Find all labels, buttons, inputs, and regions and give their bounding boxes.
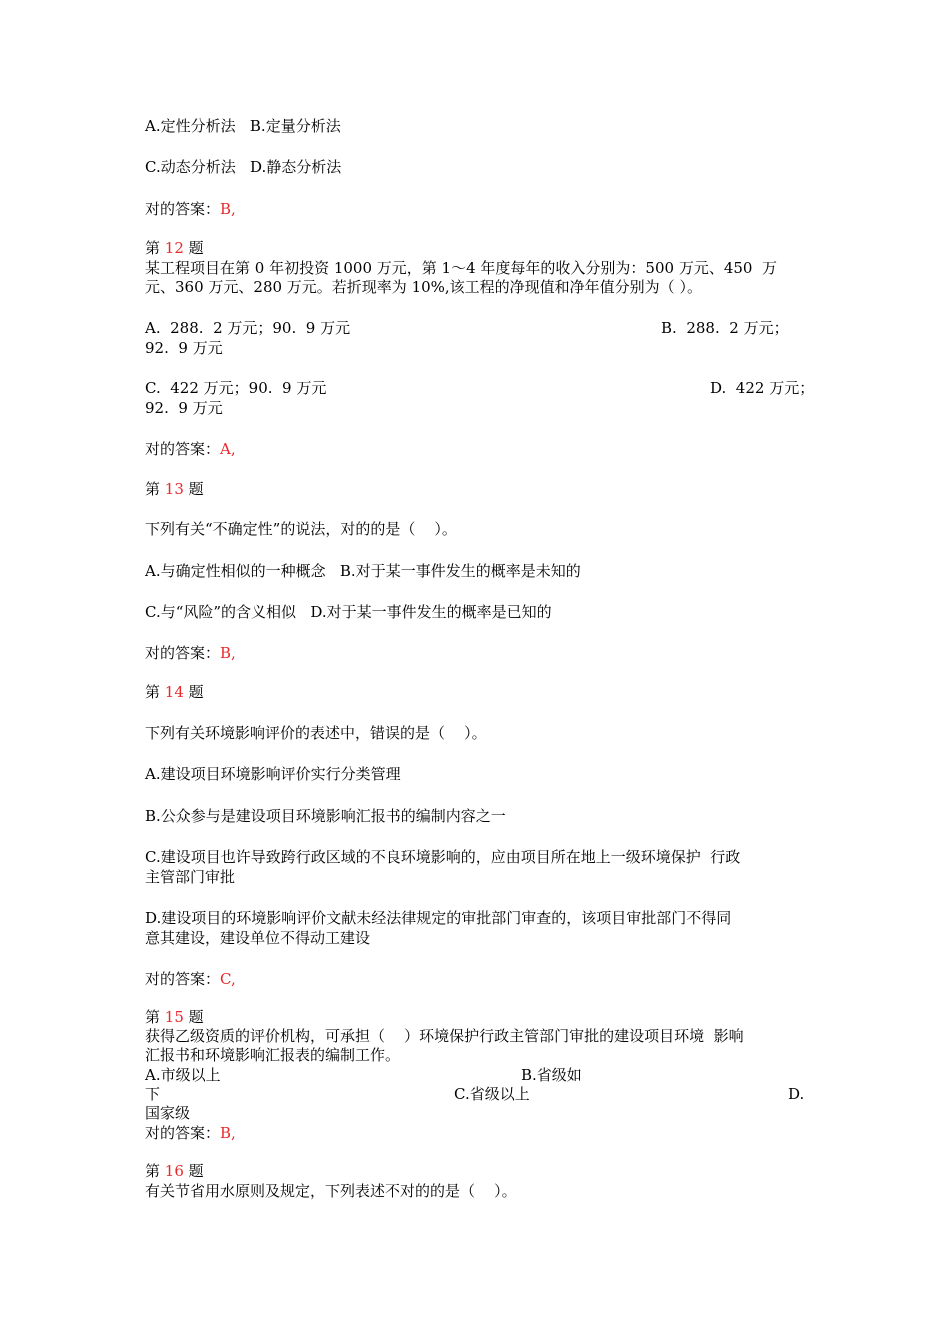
q14-option-d-line2: 意其建设，建设单位不得动工建设 [145,929,371,947]
q15-option-b: B.省级如 [521,1066,582,1084]
q15-stem-line1: 获得乙级资质的评价机构，可承担（ ）环境保护行政主管部门审批的建设项目环境 影响 [145,1027,744,1045]
answer-label: 对的答案： [145,970,221,988]
question-number: 13 [164,480,184,498]
question-suffix: 题 [183,480,204,498]
q11-options-ab: A.定性分析法 B.定量分析法 [145,117,341,135]
question-suffix: 题 [183,1162,204,1180]
question-prefix: 第 [145,683,165,701]
question-number: 12 [164,239,184,257]
q14-stem: 下列有关环境影响评价的表述中，错误的是（ ）。 [145,724,487,742]
q13-answer [145,643,236,663]
q12-stem-line2: 元、360 万元、280 万元。若折现率为 10%,该工程的净现值和净年值分别为（ ）。 [145,278,702,296]
question-number: 14 [164,683,184,701]
q14-option-a: A.建设项目环境影响评价实行分类管理 [145,765,401,783]
q13-heading [145,479,204,499]
question-prefix: 第 [145,1162,165,1180]
q13-options-ab: A.与确定性相似的一种概念 B.对于某一事件发生的概率是未知的 [145,562,581,580]
answer-label: 对的答案： [145,1124,221,1142]
q14-option-c-line1: C.建设项目也许导致跨行政区域的不良环境影响的，应由项目所在地上一级环境保护 行政 [145,848,741,866]
answer-value: B, [220,1124,236,1142]
question-number: 16 [164,1162,184,1180]
q14-answer [145,969,236,989]
q11-options-cd: C.动态分析法 D.静态分析法 [145,158,342,176]
q15-option-b-cont: 下 [145,1085,161,1103]
q13-options-cd: C.与“风险”的含义相似 D.对于某一事件发生的概率是已知的 [145,603,552,621]
q15-answer [145,1123,236,1143]
q14-option-d-line1: D.建设项目的环境影响评价文献未经法律规定的审批部门审查的，该项目审批部门不得同 [145,909,732,927]
q16-stem: 有关节省用水原则及规定，下列表述不对的的是（ ）。 [145,1182,517,1200]
q15-stem-line2: 汇报书和环境影响汇报表的编制工作。 [145,1046,401,1064]
q12-option-d-cont: 92. 9 万元 [145,399,223,417]
q14-option-b: B.公众参与是建设项目环境影响汇报书的编制内容之一 [145,807,506,825]
question-prefix: 第 [145,480,165,498]
q12-option-c: C. 422 万元；90. 9 万元 [145,379,327,397]
q14-heading [145,682,204,702]
q15-option-c: C.省级以上 [454,1085,530,1103]
question-suffix: 题 [183,239,204,257]
q12-option-d: D. 422 万元； [710,379,815,397]
q15-option-d-cont: 国家级 [145,1104,191,1122]
q12-stem-line1: 某工程项目在第 0 年初投资 1000 万元，第 1～4 年度每年的收入分别为：500 万元、450 万 [145,259,777,277]
q12-heading [145,238,204,258]
q12-option-a: A. 288. 2 万元；90. 9 万元 [145,319,351,337]
q11-answer [145,199,236,219]
q12-option-b: B. 288. 2 万元； [661,319,789,337]
answer-label: 对的答案： [145,644,221,662]
q15-option-d: D. [788,1085,805,1103]
answer-label: 对的答案： [145,200,221,218]
answer-value: A, [220,440,236,458]
answer-value: B, [220,644,236,662]
q14-option-c-line2: 主管部门审批 [145,868,236,886]
question-suffix: 题 [183,683,204,701]
answer-value: B, [220,200,236,218]
q15-heading [145,1007,204,1027]
q12-option-b-cont: 92. 9 万元 [145,339,223,357]
question-number: 15 [164,1008,184,1026]
answer-value: C, [220,970,236,988]
q13-stem: 下列有关“不确定性”的说法，对的的是（ ）。 [145,520,457,538]
answer-label: 对的答案： [145,440,221,458]
q16-heading [145,1161,204,1181]
question-prefix: 第 [145,1008,165,1026]
q12-answer [145,439,236,459]
q15-option-a: A.市级以上 [145,1066,221,1084]
question-suffix: 题 [183,1008,204,1026]
question-prefix: 第 [145,239,165,257]
